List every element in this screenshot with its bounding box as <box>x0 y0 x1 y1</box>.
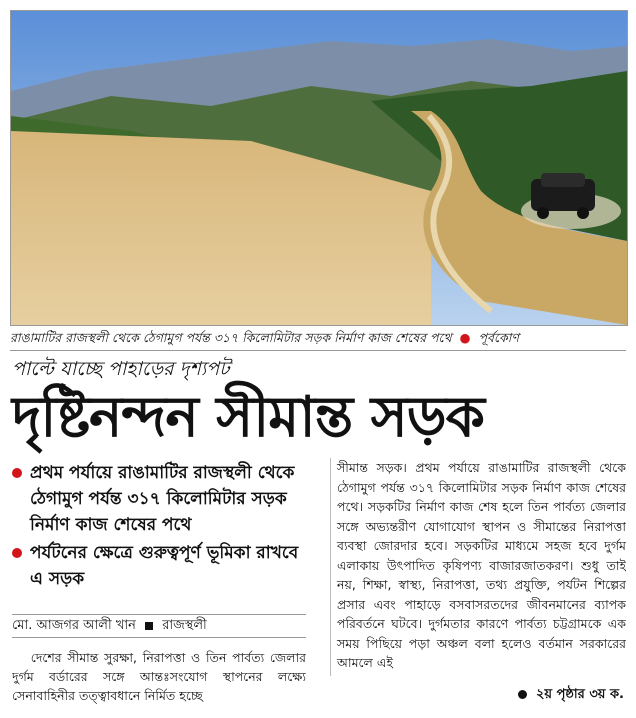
news-photo <box>10 10 628 326</box>
highlight-list <box>12 460 302 594</box>
road-landscape-image <box>11 11 627 325</box>
highlight-item <box>12 540 302 592</box>
byline <box>12 614 306 638</box>
caption-text: রাঙামাটির রাজস্থলী থেকে ঠেগামুগ পর্যন্ত ৩১৭ কিলোমিটার সড়ক নির্মাণ কাজ শেষের পথে <box>10 330 452 345</box>
highlight-text: প্রথম পর্যায়ে রাঙামাটির রাজস্থলী থেকে ঠেগামুগ পর্যন্ত ৩১৭ কিলোমিটার সড়ক নির্মাণ কাজ শেষের পথে <box>30 463 295 535</box>
article-headline: দৃষ্টিনন্দন সীমান্ত সড়ক <box>12 384 484 450</box>
square-separator-icon <box>145 622 153 630</box>
article-body-right: সীমান্ত সড়ক। প্রথম পর্যায়ে রাঙামাটির রাজস্থলী থেকে ঠেগামুগ পর্যন্ত ৩১৭ কিলোমিটার সড়ক নির্মাণ কাজ শেষের পথে। সড়কটির নির্মাণ কাজ শেষ হলে তিন পার্বত্য জেলার সঙ্গে অভ্যন্তরীণ যোগাযোগ স্থাপন ও সীমান্তের নিরাপত্তা ব্যবস্থা জোরদার হবে। সড়কটির মাধ্যমে সহজ হবে দুর্গম এলাকায় উৎপাদিত কৃষিপণ্য বাজারজাতকরণ। শুধু তাই নয়, শিক্ষা, স্বাস্থ্য, নিরাপত্তা, তথ্য প্রযুক্তি, পর্যটন শিল্পের প্রসার এবং পাহাড়ে বসবাসরতদের জীবনমানের ব্যাপক পরিবর্তনে ঘটবে। দুর্গমতার কারণে পার্বত্য চট্টগ্রামকে এক সময় পিছিয়ে পড়া অঞ্চল বলা হলেও বর্তমান সরকারের আমলে এই <box>330 458 626 676</box>
article-body-left: দেশের সীমান্ত সুরক্ষা, নিরাপত্তা ও তিন পার্বত্য জেলার দুর্গম বর্ডারের সঙ্গে আন্তঃসংযোগ স্থাপনের লক্ষ্যে সেনাবাহিনীর তত্ত্বাবধানে নির্মিত হচ্ছে <box>12 650 306 703</box>
continuation-note <box>518 684 624 706</box>
bullet-dot-icon <box>518 690 527 699</box>
continuation-text: ২য় পৃষ্ঠার ৩য় ক. <box>535 687 624 702</box>
byline-place: রাজস্থলী <box>162 618 207 633</box>
highlight-item <box>12 460 302 538</box>
article-kicker: পাল্টে যাচ্ছে পাহাড়ের দৃশ্যপট <box>12 358 230 380</box>
byline-author: মো. আজগর আলী খান <box>12 618 136 633</box>
red-bullet-icon <box>12 548 22 558</box>
photo-caption <box>10 326 626 351</box>
red-bullet-icon <box>12 468 22 478</box>
caption-credit: পূর্বকোণ <box>478 330 519 345</box>
red-bullet-icon: ● <box>459 330 471 345</box>
highlight-text: পর্যটনের ক্ষেত্রে গুরুত্বপূর্ণ ভূমিকা রাখবে এ সড়ক <box>30 543 299 589</box>
